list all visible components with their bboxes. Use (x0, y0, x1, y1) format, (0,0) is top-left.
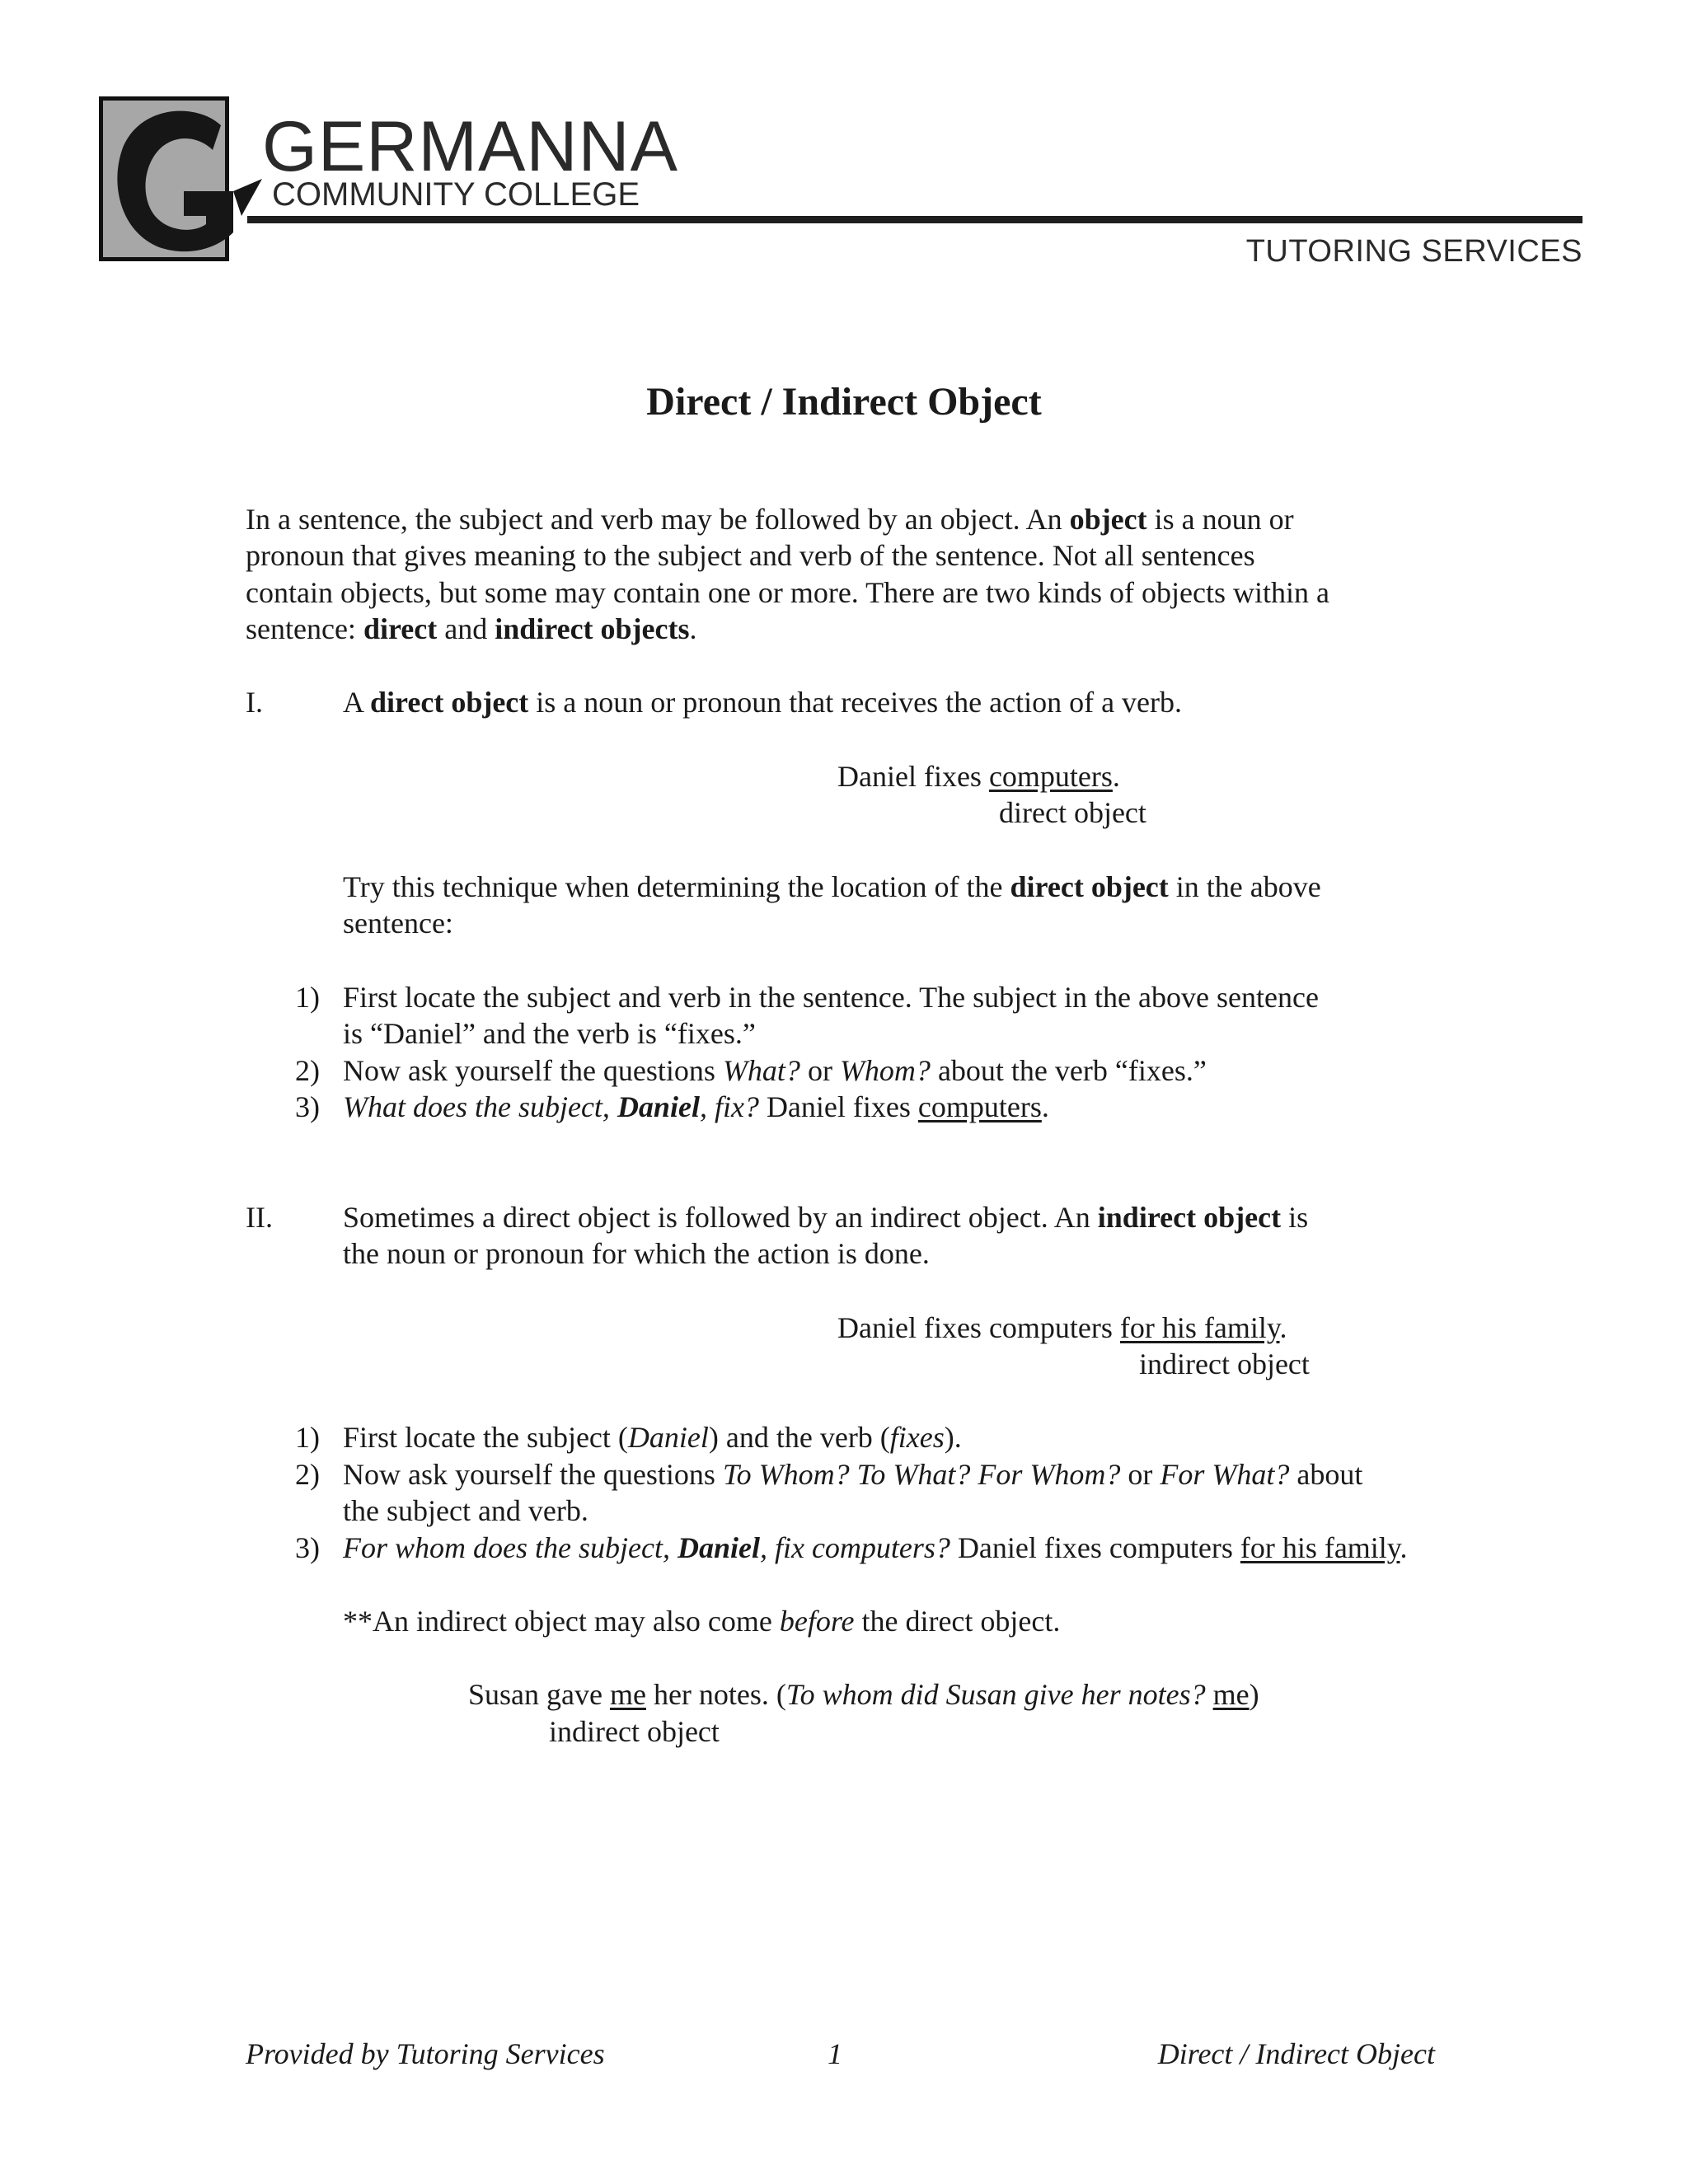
section-1-example: Daniel fixes computers. (837, 760, 1120, 793)
step-3-text: For whom does the subject, Daniel, fix computers? Daniel fixes computers for his family. (343, 1531, 1408, 1564)
section-2-numeral: II. (246, 1201, 273, 1234)
section-1-numeral: I. (246, 686, 263, 719)
intro-line-1: In a sentence, the subject and verb may be followed by an object. An object is a noun or (246, 503, 1294, 536)
section-1-definition: A direct object is a noun or pronoun that receives the action of a verb. (343, 686, 1183, 719)
page-title: Direct / Indirect Object (646, 380, 1042, 424)
step-number: 2) (295, 1054, 320, 1087)
section-2-definition-line-1: Sometimes a direct object is followed by an indirect object. An indirect object is (343, 1201, 1309, 1234)
section-2-example-label: indirect object (1139, 1347, 1310, 1380)
section-2-example: Daniel fixes computers for his family. (837, 1311, 1287, 1344)
section-2-definition-line-2: the noun or pronoun for which the action is done. (343, 1237, 930, 1270)
brand-subtitle: COMMUNITY COLLEGE (272, 176, 640, 213)
footer-right: Direct / Indirect Object (1157, 2037, 1435, 2070)
step-number: 1) (295, 1421, 320, 1454)
step-number: 3) (295, 1090, 320, 1123)
step-3-text: What does the subject, Daniel, fix? Daniel fixes computers. (343, 1090, 1049, 1123)
footer-left: Provided by Tutoring Services (246, 2037, 605, 2070)
step-2-line-1: Now ask yourself the questions To Whom? To What? For Whom? or For What? about (343, 1458, 1363, 1491)
technique-line-1: Try this technique when determining the location of the direct object in the above (343, 870, 1321, 903)
step-1-line-2: is “Daniel” and the verb is “fixes.” (343, 1017, 756, 1050)
note-line: **An indirect object may also come before the direct object. (343, 1605, 1061, 1638)
technique-line-2: sentence: (343, 907, 453, 940)
step-number: 2) (295, 1458, 320, 1491)
step-2-text: Now ask yourself the questions What? or Whom? about the verb “fixes.” (343, 1054, 1207, 1087)
step-1-line-1: First locate the subject and verb in the sentence. The subject in the above sentence (343, 981, 1319, 1014)
step-number: 3) (295, 1531, 320, 1564)
intro-line-2: pronoun that gives meaning to the subject and verb of the sentence. Not all sentences (246, 539, 1255, 572)
section-2-example-2-label: indirect object (549, 1715, 720, 1748)
germanna-logo-g-icon (97, 92, 270, 269)
page-number: 1 (828, 2037, 842, 2070)
step-1-text: First locate the subject (Daniel) and the verb (fixes). (343, 1421, 962, 1454)
step-2-line-2: the subject and verb. (343, 1494, 588, 1527)
step-number: 1) (295, 981, 320, 1014)
section-2-example-2: Susan gave me her notes. (To whom did Susan give her notes? me) (468, 1678, 1259, 1711)
header-rule (247, 216, 1582, 223)
intro-line-3: contain objects, but some may contain one or more. There are two kinds of objects within a (246, 576, 1329, 609)
section-1-example-label: direct object (999, 796, 1146, 829)
department-label: TUTORING SERVICES (1245, 234, 1582, 269)
intro-line-4: sentence: direct and indirect objects. (246, 612, 697, 645)
brand-name: GERMANNA (262, 107, 678, 186)
